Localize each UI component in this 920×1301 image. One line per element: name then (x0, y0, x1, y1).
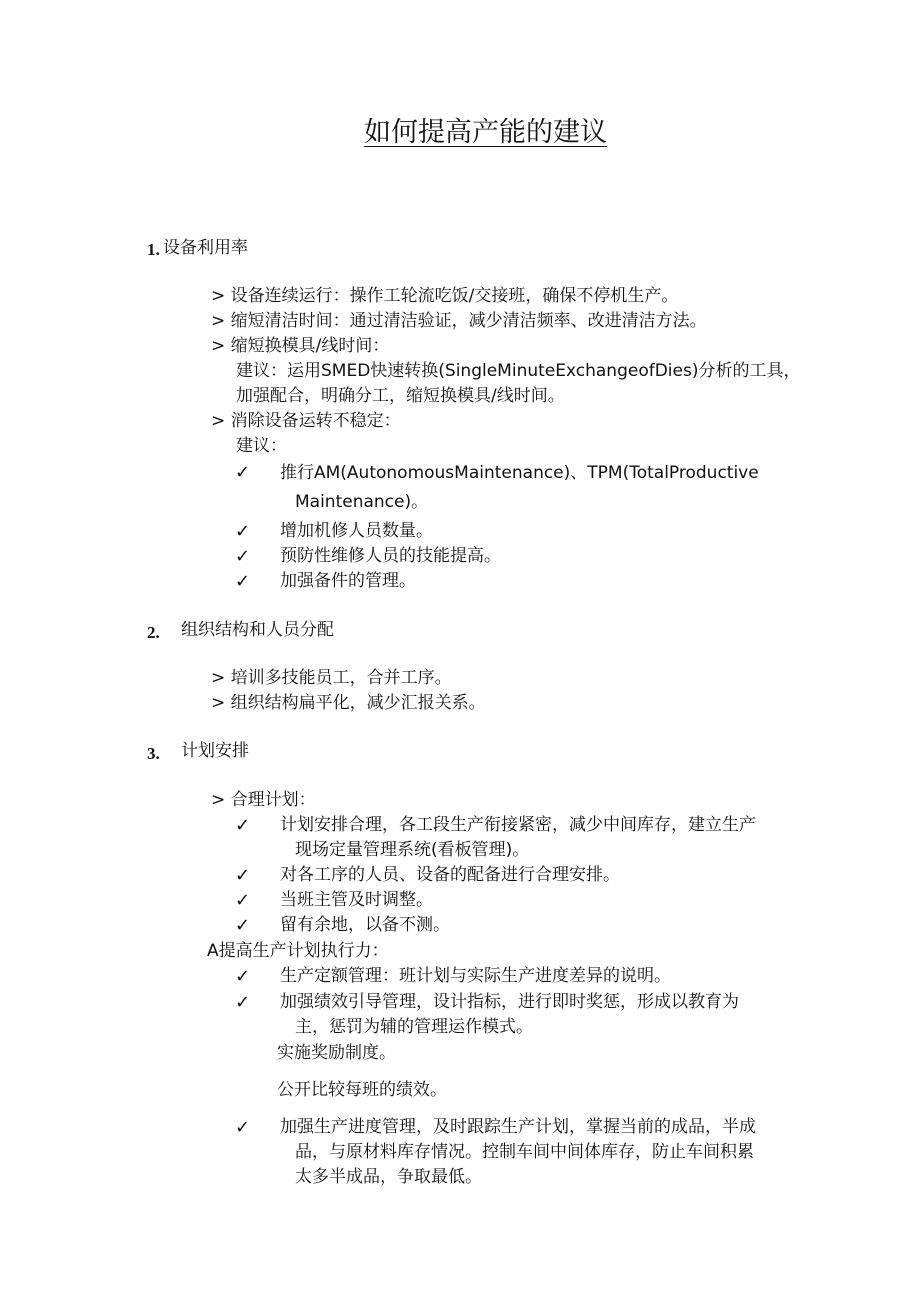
s1-bullet-4: > 消除设备运转不稳定： (211, 411, 401, 431)
s1-bullet-3-line-2: 加强配合，明确分工，缩短换模具/线时间。 (236, 386, 565, 406)
s3-check-1-line-1: 计划安排合理，各工段生产衔接紧密，减少中间库存，建立生产 (280, 815, 756, 835)
s1-check-1-line-2: Maintenance)。 (295, 492, 429, 512)
s1-bullet-4-line-1: 建议： (236, 436, 287, 456)
section-3-number: 3. (147, 744, 160, 763)
check-icon: ✓ (235, 966, 251, 987)
section-2-heading: 组织结构和人员分配 (181, 620, 334, 640)
s3-exec-2-line-2: 主，惩罚为辅的管理运作模式。 (295, 1017, 533, 1037)
s1-bullet-3: > 缩短换模具/线时间： (211, 336, 390, 356)
s1-check-3: 预防性维修人员的技能提高。 (280, 546, 501, 566)
s1-bullet-1: > 设备连续运行：操作工轮流吃饭/交接班，确保不停机生产。 (211, 286, 679, 306)
s1-bullet-3-line-1: 建议：运用SMED快速转换(SingleMinuteExchangeofDies)分析的工具， (236, 361, 801, 381)
s3-exec-1: 生产定额管理：班计划与实际生产进度差异的说明。 (280, 966, 671, 986)
check-icon: ✓ (235, 462, 251, 483)
check-icon: ✓ (235, 865, 251, 886)
s3-check-3: 当班主管及时调整。 (280, 890, 433, 910)
s3-exec-3-line-1: 加强生产进度管理，及时跟踪生产计划，掌握当前的成品，半成 (280, 1117, 756, 1137)
check-icon: ✓ (235, 521, 251, 542)
check-icon: ✓ (235, 546, 251, 567)
check-icon: ✓ (235, 1117, 251, 1138)
check-icon: ✓ (235, 890, 251, 911)
page-title: 如何提高产能的建议 (364, 117, 607, 148)
s1-check-2: 增加机修人员数量。 (280, 521, 433, 541)
check-icon: ✓ (235, 915, 251, 936)
check-icon: ✓ (235, 992, 251, 1013)
section-1-heading: 设备利用率 (163, 238, 248, 258)
s3-check-2: 对各工序的人员、设备的配备进行合理安排。 (280, 865, 620, 885)
s3-exec-2-line-4: 公开比较每班的绩效。 (277, 1080, 447, 1100)
section-1-number: 1. (147, 240, 160, 259)
s3-exec-3-line-2: 品，与原材料库存情况。控制车间中间体库存，防止车间积累 (295, 1142, 754, 1162)
s1-check-4: 加强备件的管理。 (280, 571, 416, 591)
s1-bullet-2: > 缩短清洁时间：通过清洁验证，减少清洁频率、改进清洁方法。 (211, 311, 707, 331)
section-3-heading: 计划安排 (181, 741, 249, 761)
s3-bullet-1: > 合理计划： (211, 790, 316, 810)
section-2-number: 2. (147, 623, 160, 642)
s3-bullet-2: A提高生产计划执行力： (207, 941, 389, 961)
check-icon: ✓ (235, 815, 251, 836)
s3-check-4: 留有余地，以备不测。 (280, 915, 450, 935)
check-icon: ✓ (235, 571, 251, 592)
s3-exec-3-line-3: 太多半成品，争取最低。 (295, 1167, 482, 1187)
s1-check-1-line-1: 推行AM(AutonomousMaintenance)、TPM(TotalProductive (280, 463, 759, 483)
s3-exec-2-line-3: 实施奖励制度。 (277, 1043, 396, 1063)
s3-check-1-line-2: 现场定量管理系统(看板管理)。 (295, 840, 530, 860)
s2-bullet-1: > 培训多技能员工，合并工序。 (211, 668, 452, 688)
s2-bullet-2: > 组织结构扁平化，减少汇报关系。 (211, 693, 486, 713)
s3-exec-2-line-1: 加强绩效引导管理，设计指标，进行即时奖惩，形成以教育为 (280, 992, 739, 1012)
